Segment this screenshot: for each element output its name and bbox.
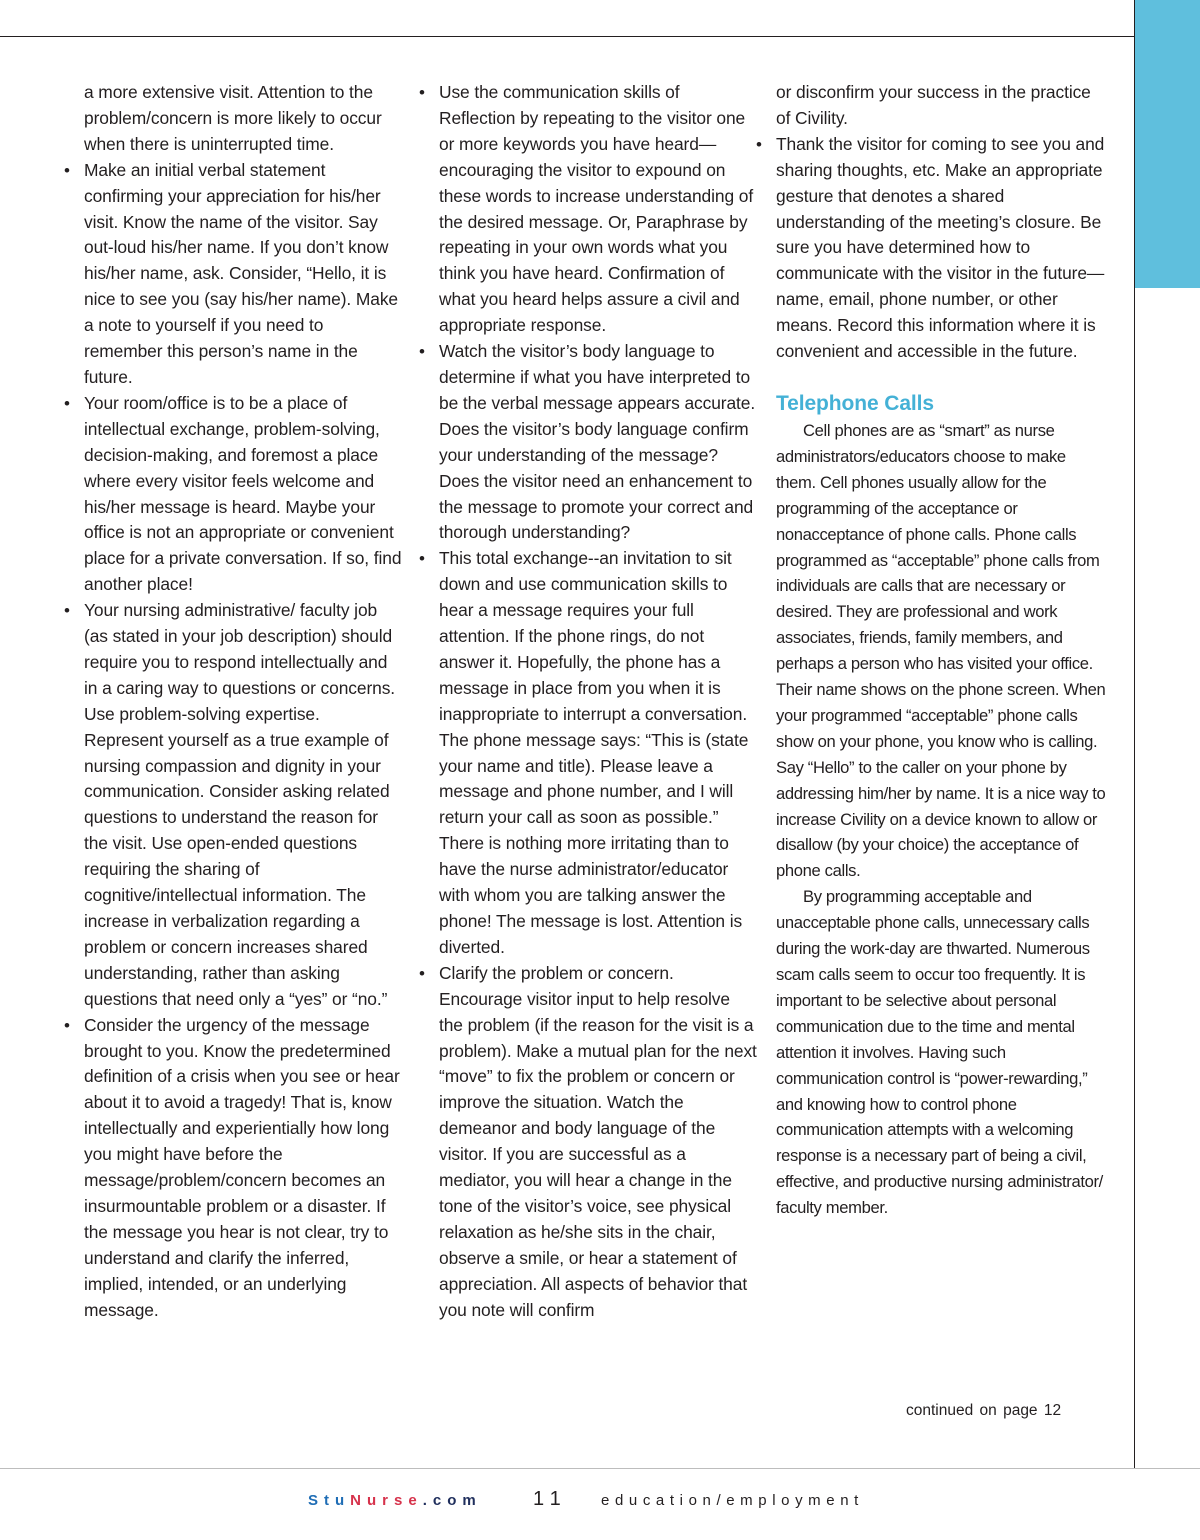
list-item: • Consider the urgency of the message brought to you. Know the predetermined definition of a crisis when you see or hear about it to avoid a tragedy! That is, know intellectually and experientially how long you might have before the message/problem/concern becomes an insurmountable problem or a disaster. If the message you hear is not clear, try to understand and clarify the inferred, implied, intended, or an underlying message. [84,1013,402,1324]
list-item: • Your room/office is to be a place of intellectual exchange, problem-solving, decision-making, and foremost a place where every visitor feels welcome and his/her message is heard. Maybe your office is not an appropriate or convenient place for a private conversation. If so, find another place! [84,391,402,598]
brand-part-stu: Stu [308,1492,351,1509]
brand-part-nurse: Nurse [350,1492,423,1509]
list-item: • Watch the visitor’s body language to determine if what you have interpreted to be the verbal message appears accurate. Does the visitor’s body language confirm your understanding of the message? Does the visitor need an enhancement to the message to promote your correct and thorough understanding? [439,339,757,546]
section-side-tab [1135,0,1200,288]
column-2 [439,80,757,1324]
footer-rule [0,1468,1200,1469]
column-1 [84,80,402,1324]
page-footer [0,1488,1200,1514]
column-3-bullet-list [776,132,1108,365]
body-paragraph: By programming acceptable and unacceptable phone calls, unnecessary calls during the work-day are thwarted. Numerous scam calls seem to occur too frequently. It is important to be selective about personal communication due to the time and mental attention it involves. Having such communication control is “power-rewarding,” and knowing how to control phone communication attempts with a welcoming response is a necessary part of being a civil, effective, and productive nursing administrator/ faculty member. [776,887,1103,1218]
continued-on-page-note: continued on page 12 [906,1402,1062,1419]
brand-part-com: .com [422,1492,482,1509]
column-2-bullet-list [439,80,757,1324]
list-item: • Make an initial verbal statement confirming your appreciation for his/her visit. Know the name of the visitor. Say out-loud his/her name. If you don’t know his/her name, ask. Consider, “Hello, it is nice to see you (say his/her name). Make a note to yourself if you need to remember this person’s name in the future. [84,158,402,391]
list-item: • Use the communication skills of Reflection by repeating to the visitor one or more keywords you have heard—encouraging the visitor to expound on these words to increase understanding of the desired message. Or, Paraphrase by repeating in your own words what you think you have heard. Confirmation of what you heard helps assure a civil and appropriate response. [439,80,757,339]
brand-logo[interactable] [308,1492,482,1509]
footer-section-name: education/employment [601,1492,864,1509]
page-number: 11 [533,1488,568,1510]
list-item: • Your nursing administrative/ faculty job (as stated in your job description) should require you to respond intellectually and in a caring way to questions or concerns. Use problem-solving expertise. Represent yourself as a true example of nursing compassion and dignity in your communication. Consider asking related questions to understand the reason for the visit. Use open-ended questions requiring the sharing of cognitive/intellectual information. The increase in verbalization regarding a problem or concern increases shared understanding, rather than asking questions that need only a “yes” or “no.” [84,598,402,1013]
column-3-continuation: or disconfirm your success in the practice of Civility. [776,82,1091,128]
list-item: • Thank the visitor for coming to see you and sharing thoughts, etc. Make an appropriate gesture that denotes a shared understanding of the meeting’s closure. Be sure you have determined how to communicate with the visitor in the future—name, email, phone number, or other means. Record this information where it is convenient and accessible in the future. [776,132,1108,365]
list-item: • This total exchange--an invitation to sit down and use communication skills to hear a message requires your full attention. If the phone rings, do not answer it. Hopefully, the phone has a message in place from you when it is inappropriate to interrupt a conversation. The phone message says: “This is (state your name and title). Please leave a message and phone number, and I will return your call as soon as possible.” There is nothing more irritating than to have the nurse administrator/educator with whom you are talking answer the phone! The message is lost. Attention is diverted. [439,546,757,961]
top-rule [0,36,1134,37]
list-item: • Clarify the problem or concern. Encourage visitor input to help resolve the problem (if the reason for the visit is a problem). Make a mutual plan for the next “move” to fix the problem or concern or improve the situation. Watch the demeanor and body language of the visitor. If you are successful as a mediator, you will hear a change in the tone of the visitor’s voice, see physical relaxation as he/she sits in the chair, observe a smile, or hear a statement of appreciation. All aspects of behavior that you note will confirm [439,961,757,1324]
body-paragraph: Cell phones are as “smart” as nurse administrators/educators choose to make them. Cell phones usually allow for the programming of the acceptance or nonacceptance of phone calls. Phone calls programmed as “acceptable” phone calls from individuals are calls that are necessary or desired. They are professional and work associates, friends, family members, and perhaps a person who has visited your office. Their name shows on the phone screen. When your programmed “acceptable” phone calls show on your phone, you know who is calling. Say “Hello” to the caller on your phone by addressing him/her by name. It is a nice way to increase Civility on a device known to allow or disallow (by your choice) the acceptance of phone calls. [776,420,1106,881]
column-3 [776,80,1108,1221]
section-heading-telephone-calls: Telephone Calls [776,391,934,415]
column-1-bullet-list [84,158,402,1324]
column-1-continuation: a more extensive visit. Attention to the problem/concern is more likely to occur when there is uninterrupted time. [84,82,382,154]
